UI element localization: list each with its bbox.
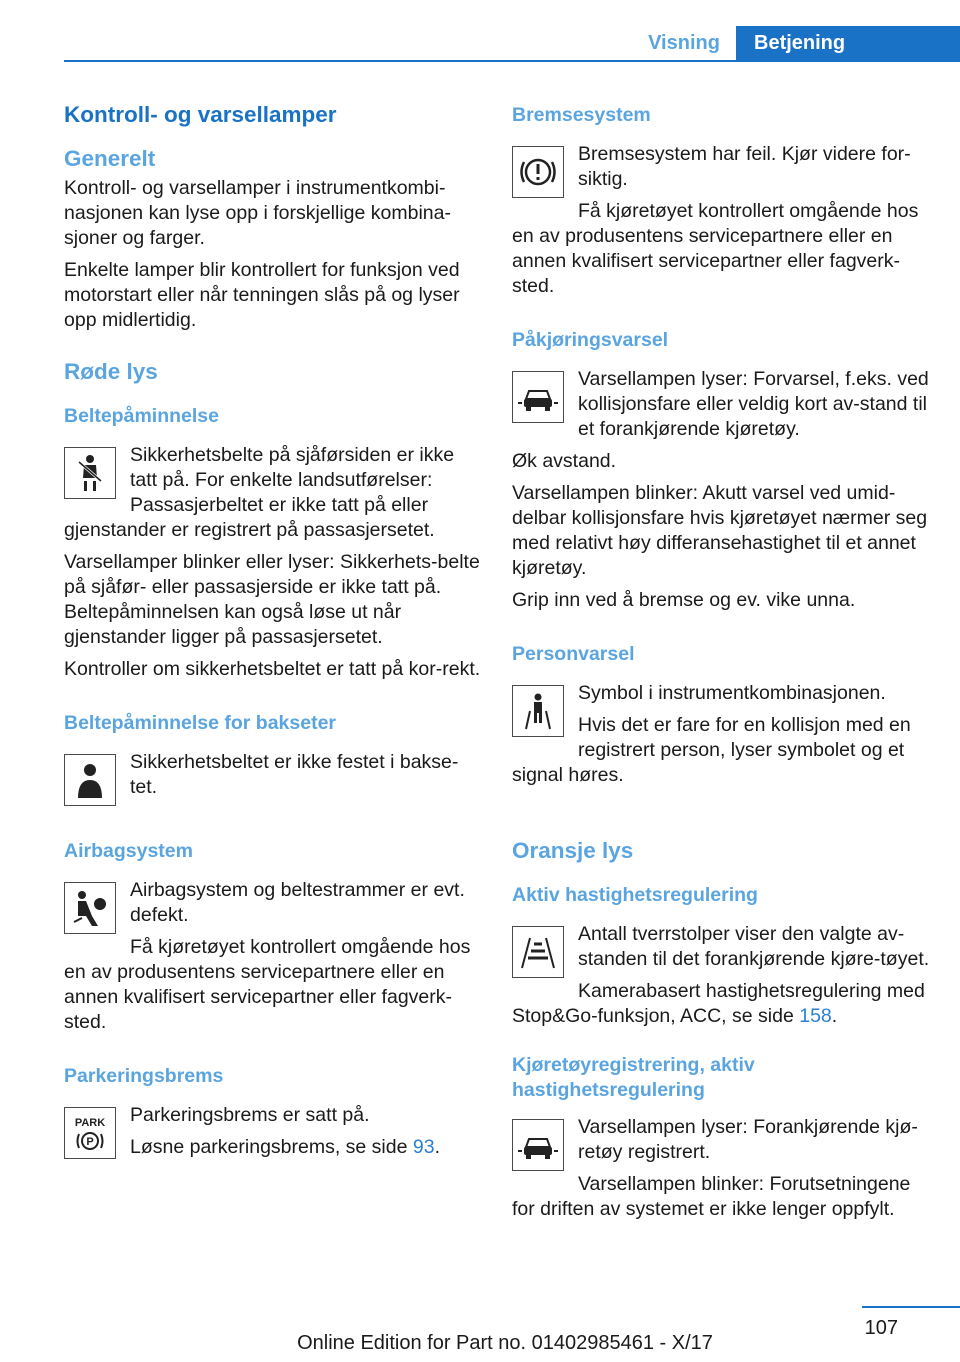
- heading-rode-lys: Røde lys: [64, 359, 158, 384]
- pakjoring-text-3: Varsellampen blinker: Akutt varsel ved umid-delbar kollisjonsfare hvis kjøretøyet nærmer seg med relativt høy differansehastighet til et annet kjøretøy.: [512, 482, 928, 579]
- heading-airbagsystem: Airbagsystem: [64, 840, 193, 862]
- bakseter-text-1: Sikkerhetsbeltet er ikke festet i bakse-tet.: [130, 751, 459, 798]
- aktiv-text-2: [512, 979, 930, 1029]
- header-rule: [64, 60, 960, 62]
- person-text-2: Hvis det er fare for en kollisjon med en registrert person, lyser symbolet og et signal høres.: [512, 714, 911, 786]
- parkering-text-1: Parkeringsbrems er satt på.: [130, 1104, 370, 1126]
- heading-generelt: Generelt: [64, 146, 156, 171]
- entry-beltepaminnelse: [64, 443, 482, 682]
- footer-edition: Online Edition for Part no. 01402985461 - X/17: [297, 1332, 713, 1354]
- generelt-paragraph-1: Kontroll- og varsellamper i instrumentkombi-nasjonen kan lyse opp i forskjellige kombina-sjoner og farger.: [64, 177, 451, 249]
- entry-pakjoringsvarsel: [512, 367, 930, 613]
- heading-bakseter: Beltepåminnelse for bakseter: [64, 712, 337, 734]
- heading-pakjoringsvarsel: Påkjøringsvarsel: [512, 329, 669, 351]
- header-tabs: [632, 26, 960, 60]
- aktiv-text-2-suffix: .: [831, 1005, 838, 1027]
- entry-parkeringsbrems: [64, 1103, 482, 1163]
- entry-bremsesystem: [512, 142, 930, 299]
- beltepaminnelse-text-2: Varsellamper blinker eller lyser: Sikkerhets-belte på sjåfør- eller passasjerside er ikke tatt på. Beltepåminnelsen kan også løse ut når gjenstander ligger på passasjersetet.: [64, 551, 480, 648]
- heading-personvarsel: Personvarsel: [512, 643, 635, 665]
- airbag-icon: [64, 882, 116, 934]
- bremse-text-2: Få kjøretøyet kontrollert omgående hos en av produsentens servicepartnere eller en annen kvalifisert servicepartner eller fagverk-sted.: [512, 200, 919, 297]
- entry-aktiv-hastighetsregulering: [512, 922, 930, 1029]
- heading-oransje-lys: Oransje lys: [512, 838, 634, 863]
- bremse-text-1: Bremsesystem har feil. Kjør videre for-siktig.: [578, 143, 911, 190]
- tab-betjening[interactable]: Betjening: [736, 26, 960, 60]
- generelt-paragraph-2: Enkelte lamper blir kontrollert for funksjon ved motorstart eller når tenningen slås på og lyser opp midlertidig.: [64, 259, 460, 331]
- beltepaminnelse-text-3: Kontroller om sikkerhetsbeltet er tatt på kor-rekt.: [64, 658, 481, 680]
- rear-seat-occupant-icon: [64, 754, 116, 806]
- parking-brake-icon-text: PARK: [74, 1117, 106, 1129]
- page-number-rule: [862, 1306, 960, 1308]
- section-title: Kontroll- og varsellamper: [64, 102, 337, 127]
- page-link-93[interactable]: 93: [412, 1136, 435, 1158]
- kjoretoy-text-2: Varsellampen blinker: Forutsetningene for driften av systemet er ikke lenger oppfylt.: [512, 1173, 911, 1220]
- entry-personvarsel: [512, 681, 930, 810]
- aktiv-text-2-prefix: Kamerabasert hastighetsregulering med Stop&Go-funksjon, ACC, se side: [512, 980, 925, 1027]
- person-text-1: Symbol i instrumentkombinasjonen.: [578, 682, 886, 704]
- svg-text:P: P: [86, 1136, 94, 1148]
- tab-visning[interactable]: Visning: [648, 32, 720, 54]
- beltepaminnelse-text-1: Sikkerhetsbelte på sjåførsiden er ikke tatt på. For enkelte landsutførelser: Passasjerbeltet er ikke tatt på eller gjenstander er registrert på passasjersetet.: [64, 444, 455, 541]
- parkering-text-2-suffix: .: [434, 1136, 440, 1158]
- distance-bars-icon: [512, 926, 564, 978]
- heading-beltepaminnelse: Beltepåminnelse: [64, 405, 219, 427]
- vehicle-detected-icon: [512, 1119, 564, 1171]
- aktiv-text-1: Antall tverrstolper viser den valgte av-standen til det forankjørende kjøre-tøyet.: [578, 923, 930, 970]
- pakjoring-text-4: Grip inn ved å bremse og ev. vike unna.: [512, 589, 856, 611]
- pakjoring-text-1: Varsellampen lyser: Forvarsel, f.eks. ved kollisjonsfare eller veldig kort av-stand til et forankjørende kjøretøy.: [578, 368, 929, 440]
- airbag-text-2: Få kjøretøyet kontrollert omgående hos en av produsentens servicepartnere eller en annen kvalifisert servicepartner eller fagverk-sted.: [64, 936, 471, 1033]
- seatbelt-icon: [64, 447, 116, 499]
- heading-kjoretoyregistrering: Kjøretøyregistrering, aktiv hastighetsregulering: [512, 1054, 755, 1101]
- parkering-text-2: [64, 1135, 482, 1160]
- entry-airbagsystem: [64, 878, 482, 1035]
- right-column: [512, 98, 930, 1246]
- heading-bremsesystem: Bremsesystem: [512, 104, 651, 126]
- entry-kjoretoyregistrering: [512, 1115, 930, 1222]
- kjoretoy-text-1: Varsellampen lyser: Forankjørende kjø-retøy registrert.: [578, 1116, 918, 1163]
- airbag-text-1: Airbagsystem og beltestrammer er evt. defekt.: [130, 879, 465, 926]
- pakjoring-text-2: Øk avstand.: [512, 450, 617, 472]
- parkering-text-2-prefix: Løsne parkeringsbrems, se side: [130, 1136, 413, 1158]
- pedestrian-warning-icon: [512, 685, 564, 737]
- entry-bakseter: [64, 750, 482, 810]
- left-column: [64, 98, 482, 1187]
- heading-aktiv-hastighetsregulering: Aktiv hastighetsregulering: [512, 884, 758, 906]
- parking-brake-icon: [64, 1107, 116, 1159]
- heading-parkeringsbrems: Parkeringsbrems: [64, 1065, 224, 1087]
- collision-warning-car-icon: [512, 371, 564, 423]
- page-number: 107: [864, 1317, 898, 1339]
- brake-warning-icon: [512, 146, 564, 198]
- page-link-158[interactable]: 158: [799, 1005, 832, 1027]
